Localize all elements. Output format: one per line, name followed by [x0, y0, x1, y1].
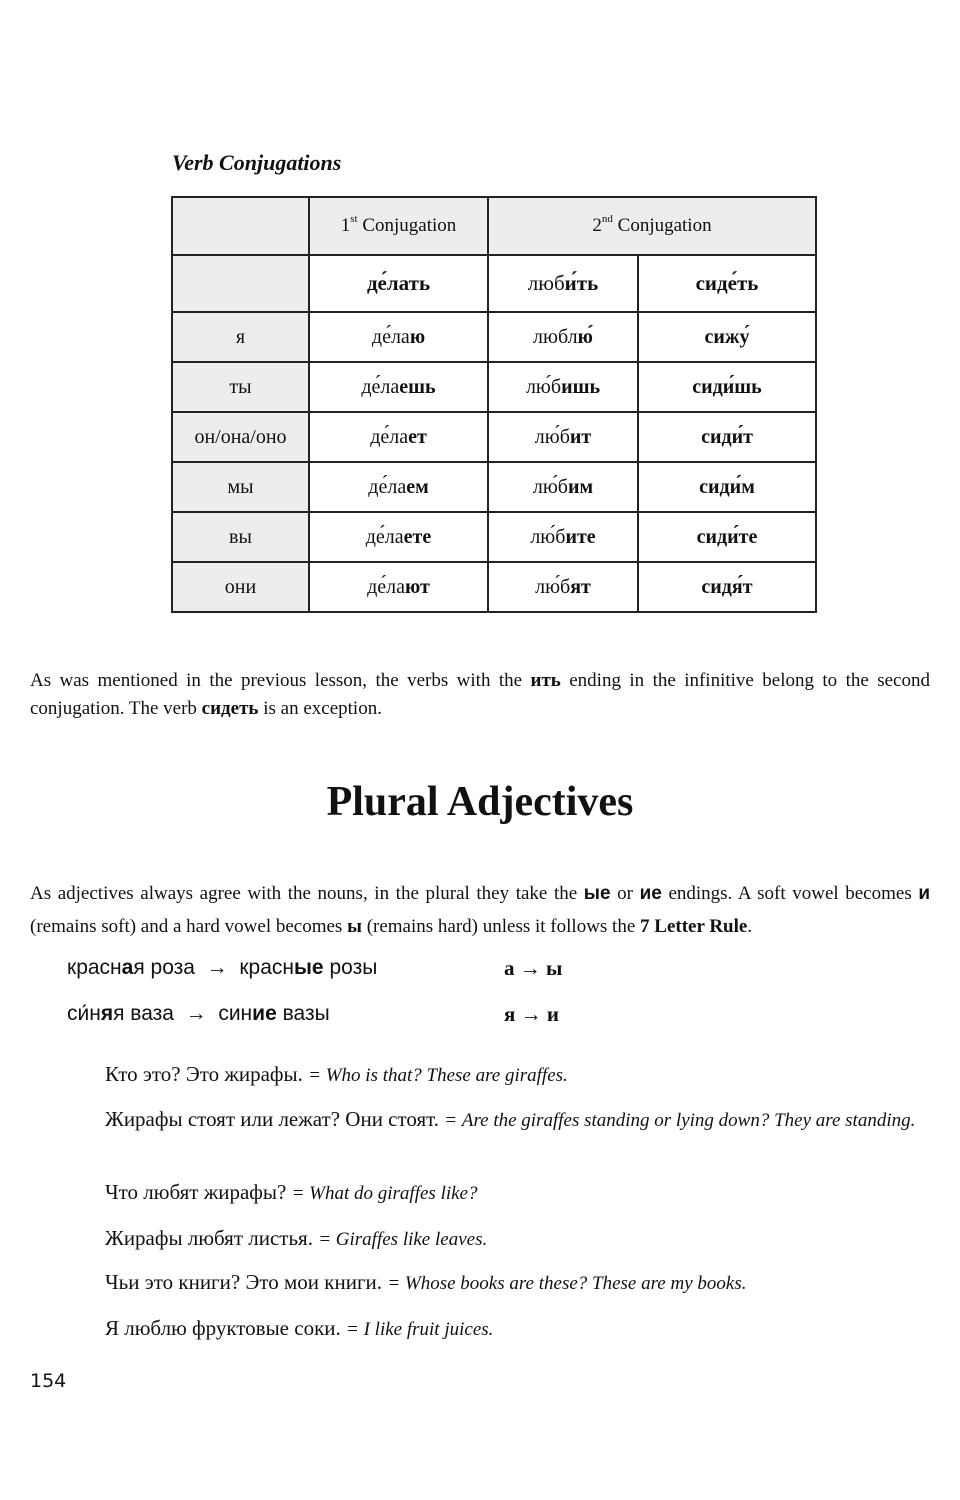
- conjugation-row: [172, 412, 816, 462]
- russian-text: Кто это? Это жирафы.: [105, 1062, 303, 1086]
- ending: ят: [570, 575, 591, 598]
- verb-form-cell: [488, 312, 638, 362]
- stem: лю́б: [534, 425, 570, 448]
- conjugation-row: [172, 462, 816, 512]
- bold-text: 7 Letter Rule: [640, 916, 748, 937]
- conjugation-row: [172, 312, 816, 362]
- stem: лю́б: [535, 575, 571, 598]
- ending: им: [567, 475, 594, 498]
- text: .: [747, 916, 753, 937]
- stem: де́ла: [371, 325, 410, 348]
- pronoun-cell: я: [172, 312, 309, 362]
- bold-text: ить: [530, 670, 561, 691]
- infinitive-cell: [638, 255, 816, 312]
- pronoun-cell: мы: [172, 462, 309, 512]
- example-rule: я → и: [504, 1002, 559, 1026]
- verb-form-cell: [309, 462, 488, 512]
- ending: сиди́те: [696, 525, 758, 548]
- example-phrase: [67, 956, 377, 980]
- ending: сиди́м: [699, 475, 755, 498]
- header-first-conjugation: [309, 197, 488, 255]
- ending: и́ть: [564, 271, 599, 295]
- header-sup: nd: [601, 213, 613, 225]
- translation: = Are the giraffes standing or lying down? They are standing.: [444, 1110, 916, 1131]
- header-num: 2: [592, 215, 602, 236]
- ending: ать: [398, 271, 431, 295]
- bold-text: ие: [252, 1002, 277, 1025]
- ending: сидя́т: [701, 575, 753, 598]
- verb-form-cell: [638, 312, 816, 362]
- text: син: [218, 1002, 253, 1025]
- stem: люб: [527, 271, 565, 295]
- verb-form-cell: [309, 312, 488, 362]
- pronoun-cell: вы: [172, 512, 309, 562]
- page-heading: Plural Adjectives: [326, 779, 634, 825]
- text: endings. A soft vowel becomes: [661, 883, 919, 904]
- verb-form-cell: [488, 462, 638, 512]
- conjugation-row: [172, 562, 816, 612]
- text: вазы: [276, 1002, 330, 1025]
- infinitive-cell: [488, 255, 638, 312]
- verb-form-cell: [309, 412, 488, 462]
- header-second-conjugation: [488, 197, 816, 255]
- text: красн: [239, 956, 294, 979]
- text: си́н: [67, 1002, 101, 1025]
- ending: ем: [406, 475, 429, 498]
- ending: ит: [569, 425, 592, 448]
- translation: = I like fruit juices.: [346, 1319, 494, 1340]
- verb-form-cell: [309, 562, 488, 612]
- header-empty-cell: [172, 197, 309, 255]
- bold-text: ы: [347, 916, 362, 937]
- conjugation-row: [172, 512, 816, 562]
- stem: любл: [533, 325, 578, 348]
- conjugation-table: [171, 196, 817, 613]
- verb-form-cell: [638, 362, 816, 412]
- bold-text: и: [918, 883, 931, 904]
- verb-form-cell: [638, 462, 816, 512]
- translation: = Who is that? These are giraffes.: [308, 1065, 568, 1086]
- text: (remains hard) unless it follows the: [361, 916, 641, 937]
- example-sentence: [105, 1223, 930, 1255]
- page-number: 154: [30, 1370, 67, 1392]
- example-sentence: [105, 1059, 930, 1091]
- stem: де́ла: [361, 375, 400, 398]
- text: As adjectives always agree with the nouns, in the plural they take the: [30, 883, 584, 904]
- bold-text: ие: [639, 883, 662, 904]
- verb-form-cell: [488, 412, 638, 462]
- text: is an exception.: [258, 698, 382, 719]
- ending: сижу́: [704, 325, 750, 348]
- russian-text: Что любят жирафы?: [105, 1180, 287, 1204]
- stem: де́ла: [368, 475, 407, 498]
- russian-text: Я люблю фруктовые соки.: [105, 1316, 341, 1340]
- verb-form-cell: [638, 412, 816, 462]
- pronoun-cell: они: [172, 562, 309, 612]
- stem: де́ла: [367, 575, 406, 598]
- example-sentence: [105, 1267, 930, 1299]
- translation: = What do giraffes like?: [291, 1183, 478, 1204]
- ending: сиде́ть: [695, 271, 759, 295]
- example-sentence: [105, 1104, 930, 1136]
- text: розы: [323, 956, 378, 979]
- text: я ваза: [113, 1002, 174, 1025]
- ending: сиди́т: [701, 425, 753, 448]
- bold-text: ые: [293, 956, 324, 979]
- header-num: 1: [340, 215, 351, 236]
- conjugation-note: [30, 667, 930, 723]
- translation: = Giraffes like leaves.: [318, 1229, 488, 1250]
- arrow-icon: →: [206, 956, 228, 979]
- arrow-icon: →: [185, 1002, 207, 1025]
- example-rule: а → ы: [504, 956, 563, 980]
- bold-text: сидеть: [201, 698, 259, 719]
- ending: ете: [403, 525, 432, 548]
- stem: лю́б: [530, 525, 566, 548]
- text: or: [610, 883, 640, 904]
- ending: ишь: [561, 375, 601, 398]
- ending: ют: [405, 575, 430, 598]
- verb-form-cell: [488, 512, 638, 562]
- adjectives-intro: [30, 877, 930, 943]
- verb-form-cell: [309, 362, 488, 412]
- verb-form-cell: [488, 562, 638, 612]
- bold-text: ые: [583, 883, 611, 904]
- infinitive-empty-cell: [172, 255, 309, 312]
- ending: ите: [565, 525, 596, 548]
- russian-text: Жирафы стоят или лежат? Они стоят.: [105, 1107, 440, 1131]
- ending: ет: [408, 425, 427, 448]
- russian-text: Чьи это книги? Это мои книги.: [105, 1270, 383, 1294]
- text: (remains soft) and a hard vowel becomes: [30, 916, 348, 937]
- header-label: Conjugation: [617, 215, 712, 236]
- example-phrase: [67, 1002, 330, 1026]
- example-sentence: [105, 1177, 930, 1209]
- text: ending in the infinitive belong to the second conjugation. The verb: [30, 670, 930, 719]
- stem: лю́б: [532, 475, 568, 498]
- section-title: Verb Conjugations: [172, 150, 342, 175]
- verb-form-cell: [638, 512, 816, 562]
- stem: де́л: [366, 271, 399, 295]
- pronoun-cell: ты: [172, 362, 309, 412]
- conjugation-row: [172, 362, 816, 412]
- verb-form-cell: [309, 512, 488, 562]
- pronoun-cell: он/она/оно: [172, 412, 309, 462]
- infinitive-row: [172, 255, 816, 312]
- translation: = Whose books are these? These are my books.: [387, 1273, 747, 1294]
- ending: сиди́шь: [692, 375, 762, 398]
- russian-text: Жирафы любят листья.: [105, 1226, 313, 1250]
- ending: ю́: [577, 325, 593, 348]
- ending: ешь: [399, 375, 436, 398]
- text: As was mentioned in the previous lesson, the verbs with the: [30, 670, 531, 691]
- table-header-row: [172, 197, 816, 255]
- verb-form-cell: [638, 562, 816, 612]
- stem: лю́б: [525, 375, 562, 398]
- header-sup: st: [350, 213, 358, 225]
- stem: де́ла: [365, 525, 404, 548]
- ending: ю: [409, 325, 426, 348]
- example-sentence: [105, 1313, 930, 1345]
- header-label: Conjugation: [362, 215, 457, 236]
- bold-text: я: [100, 1002, 114, 1025]
- stem: де́ла: [370, 425, 409, 448]
- verb-form-cell: [488, 362, 638, 412]
- text: я роза: [133, 956, 195, 979]
- infinitive-cell: [309, 255, 488, 312]
- bold-text: а: [121, 956, 134, 979]
- text: красн: [67, 956, 122, 979]
